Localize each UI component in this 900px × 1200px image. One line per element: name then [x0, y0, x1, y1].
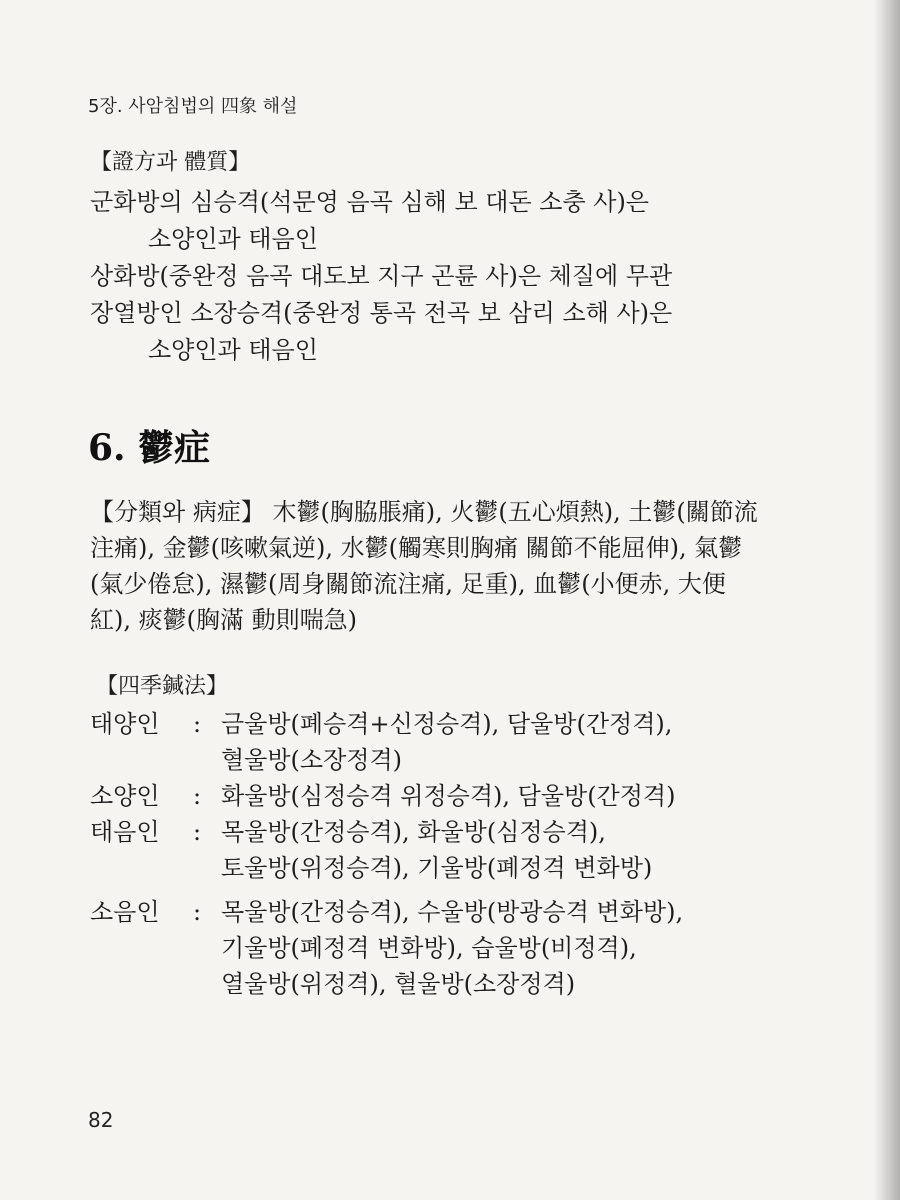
treatment-row — [90, 706, 870, 742]
page-number: 82 — [88, 1108, 114, 1132]
treatment-value: 화울방(심정승격 위정승격), 담울방(간정격) — [221, 782, 676, 810]
colon: : — [193, 710, 202, 738]
constitution-treatment-list — [90, 706, 870, 1002]
treatment-row — [90, 850, 870, 886]
constitution-label: 소양인 — [90, 782, 160, 810]
text-line: 소양인과 태음인 — [148, 336, 318, 364]
treatment-row — [90, 930, 870, 966]
treatment-row — [90, 814, 870, 850]
treatment-value: 목울방(간정승격), 화울방(심정승격), — [221, 818, 606, 846]
section-title: 6. 鬱症 — [88, 427, 211, 469]
page-edge-shadow — [874, 0, 900, 1200]
treatment-value: 열울방(위정격), 혈울방(소장정격) — [221, 970, 576, 998]
running-header: 5장. 사암침법의 四象 해설 — [88, 96, 298, 117]
paragraph-line: 紅), 痰鬱(胸滿 動則喘急) — [90, 606, 357, 634]
section5-subheading: 【證方과 體質】 — [90, 150, 251, 175]
treatment-value: 토울방(위정승격), 기울방(폐정격 변화방) — [221, 854, 653, 882]
treatment-value: 목울방(간정승격), 수울방(방광승격 변화방), — [221, 898, 684, 926]
treatment-row — [90, 742, 870, 778]
paragraph-line: 【分類와 病症】 木鬱(胸脇脹痛), 火鬱(五心煩熱), 土鬱(關節流 — [90, 498, 758, 526]
text-line: 군화방의 심승격(석문영 음곡 심해 보 대돈 소충 사)은 — [90, 188, 649, 216]
treatment-row — [90, 966, 870, 1002]
treatment-row — [90, 894, 870, 930]
constitution-label: 태양인 — [90, 710, 160, 738]
classification-paragraph — [90, 494, 862, 638]
colon: : — [193, 782, 202, 810]
colon: : — [193, 898, 202, 926]
section5-end-block — [90, 146, 860, 369]
treatment-value: 기울방(폐정격 변화방), 습울방(비정격), — [221, 934, 637, 962]
text-line: 소양인과 태음인 — [148, 225, 318, 253]
constitution-label: 태음인 — [90, 818, 160, 846]
constitution-label: 소음인 — [90, 898, 160, 926]
paragraph-line: 注痛), 金鬱(咳嗽氣逆), 水鬱(觸寒則胸痛 關節不能屈伸), 氣鬱 — [90, 534, 743, 562]
treatment-value: 금울방(폐승격+신정승격), 담울방(간정격), — [221, 710, 673, 738]
paragraph-line: (氣少倦怠), 濕鬱(周身關節流注痛, 足重), 血鬱(小便赤, 大便 — [90, 570, 726, 598]
seasonal-acupuncture-subheading: 【四季鍼法】 — [96, 674, 229, 699]
text-line: 상화방(중완정 음곡 대도보 지구 곤륜 사)은 체질에 무관 — [90, 262, 673, 290]
colon: : — [193, 818, 202, 846]
text-line: 장열방인 소장승격(중완정 통곡 전곡 보 삼리 소해 사)은 — [90, 299, 673, 327]
treatment-row — [90, 778, 870, 814]
treatment-value: 혈울방(소장정격) — [221, 746, 403, 774]
